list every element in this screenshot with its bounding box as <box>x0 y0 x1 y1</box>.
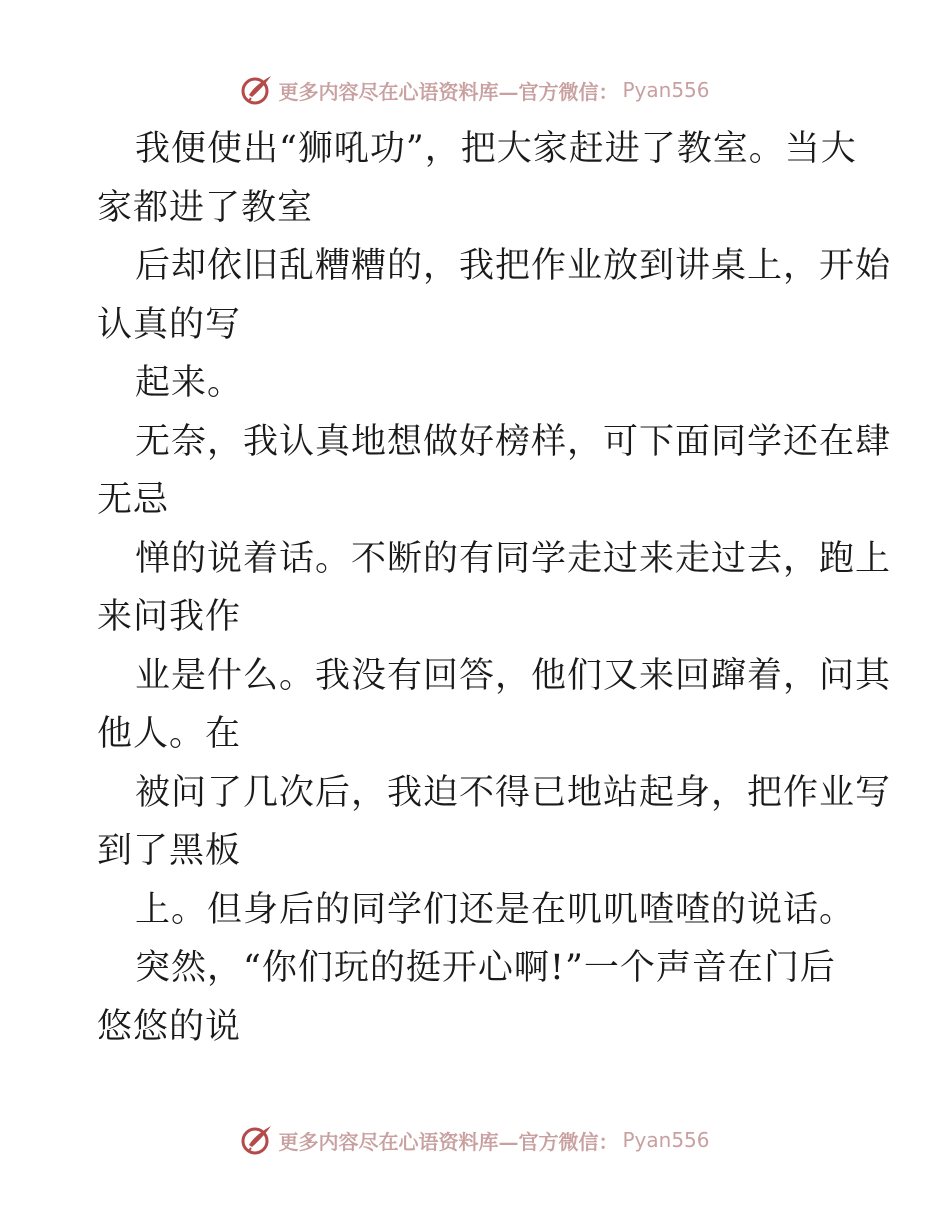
quill-seal-icon <box>240 1123 274 1157</box>
text-line: 突然，“你们玩的挺开心啊!”一个声音在门后 <box>135 948 836 988</box>
text-line: 他人。在 <box>97 714 242 754</box>
header-wechat-id: Pyan556 <box>622 78 710 102</box>
text-line: 到了黑板 <box>97 831 242 871</box>
text-line: 来问我作 <box>97 597 242 637</box>
text-line: 悠悠的说 <box>97 1006 242 1047</box>
page-footer-banner <box>0 1120 950 1160</box>
text-line: 上。但身后的同学们还是在叽叽喳喳的说话。 <box>135 889 856 930</box>
header-banner-inner <box>240 73 709 107</box>
text-line: 起来。 <box>135 363 244 403</box>
quill-seal-icon <box>240 73 274 107</box>
header-banner-text: 更多内容尽在心语资料库—官方微信： <box>278 79 619 104</box>
text-line: 无忌 <box>97 480 170 520</box>
text-line: 认真的写 <box>97 304 242 345</box>
text-line: 无奈，我认真地想做好榜样，可下面同学还在肆 <box>135 421 892 462</box>
text-line: 我便使出“狮吼功”，把大家赶进了教室。当大 <box>135 129 857 169</box>
text-line: 家都进了教室 <box>97 187 314 228</box>
footer-wechat-id: Pyan556 <box>622 1128 710 1152</box>
text-line: 后却依旧乱糟糟的，我把作业放到讲桌上，开始 <box>135 246 892 286</box>
footer-banner-text: 更多内容尽在心语资料库—官方微信： <box>278 1129 619 1154</box>
document-body <box>97 120 892 1056</box>
text-line: 业是什么。我没有回答，他们又来回蹿着，问其 <box>135 655 892 696</box>
text-line: 惮的说着话。不断的有同学走过来走过去，跑上 <box>135 538 892 579</box>
page-header-banner <box>0 70 950 110</box>
text-line: 被问了几次后，我迫不得已地站起身，把作业写 <box>135 772 892 813</box>
footer-banner-inner <box>240 1123 709 1157</box>
